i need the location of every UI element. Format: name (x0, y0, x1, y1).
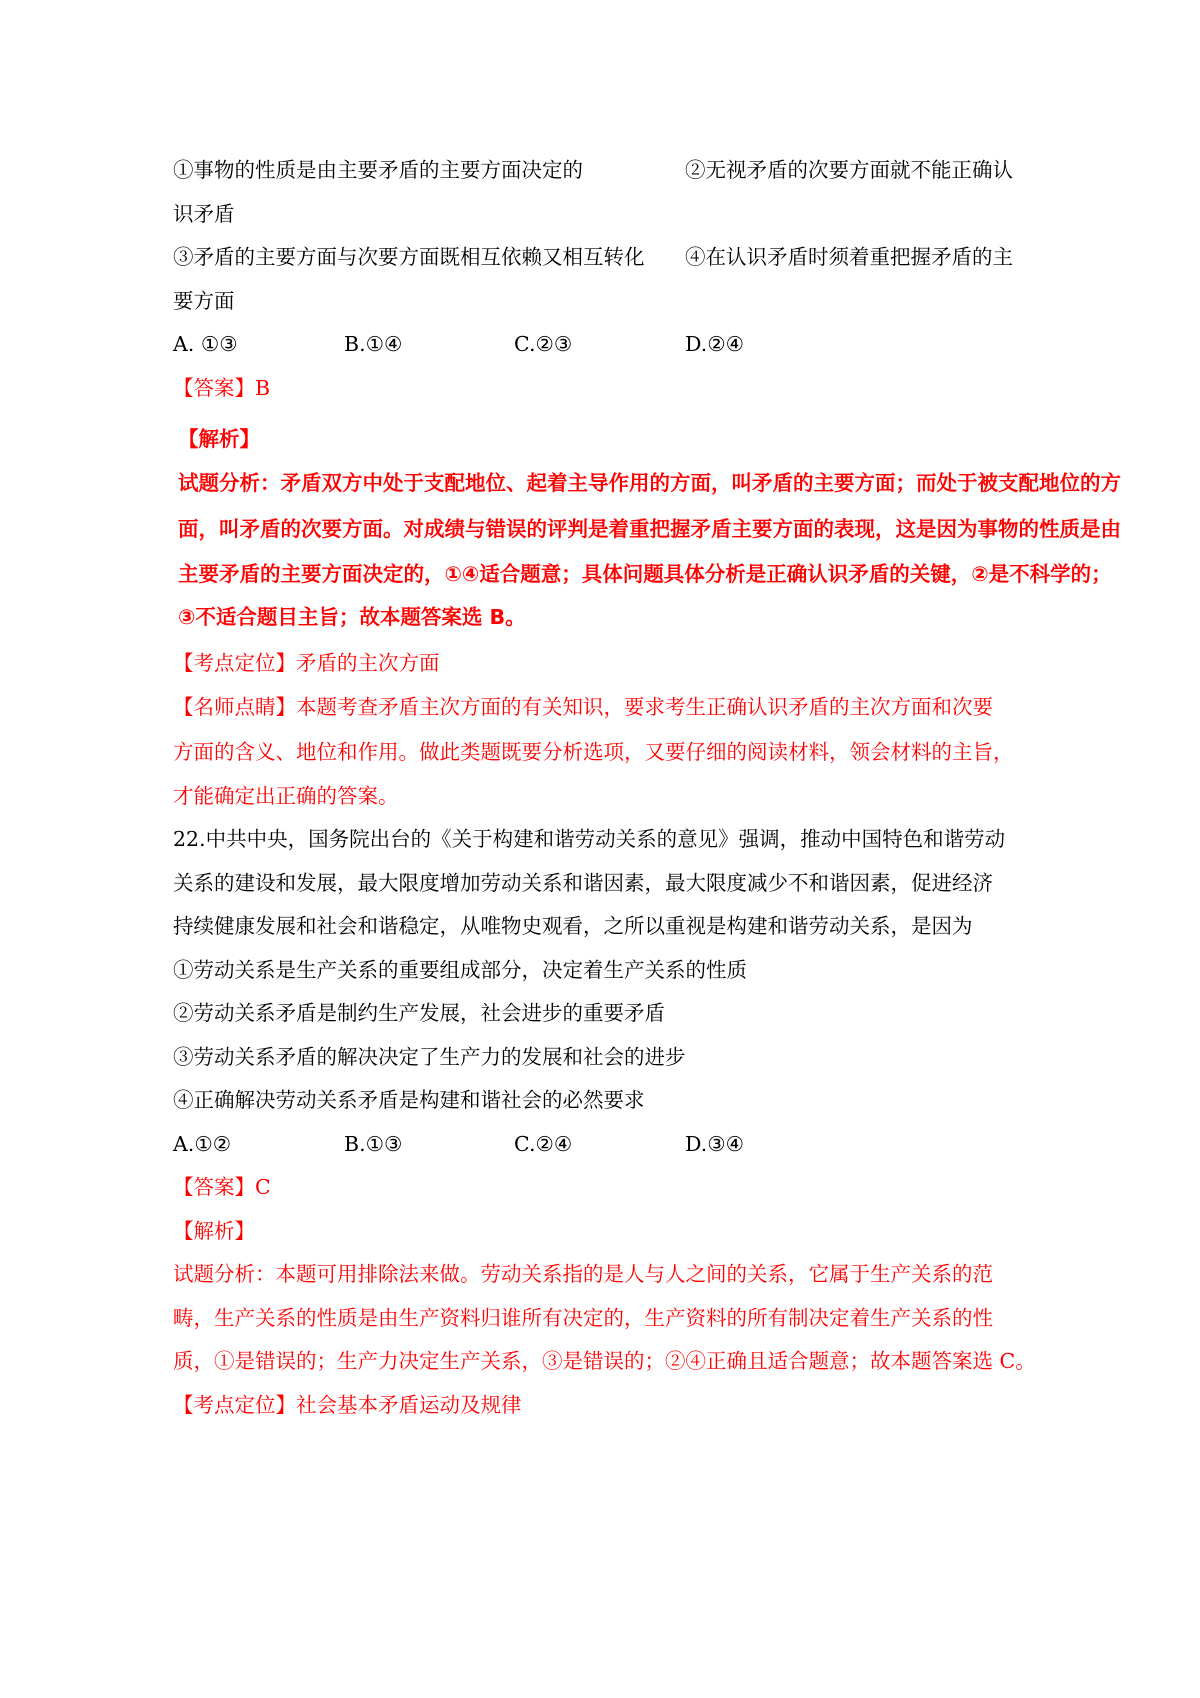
q22-analysis-line-1: 试题分析：本题可用排除法来做。劳动关系指的是人与人之间的关系，它属于生产关系的范 (173, 1262, 993, 1286)
q21-option-4-continued: 要方面 (173, 289, 235, 313)
q22-option-4: ④正确解决劳动关系矛盾是构建和谐社会的必然要求 (173, 1088, 645, 1112)
q21-choice-a: A. ①③ (173, 332, 238, 356)
q21-analysis-label: 【解析】 (178, 427, 260, 451)
q21-mingshi-line-3: 才能确定出正确的答案。 (173, 784, 399, 808)
q22-analysis-line-2: 畴，生产关系的性质是由生产资料归谁所有决定的，生产资料的所有制决定着生产关系的性 (173, 1306, 993, 1330)
q21-option-1: ①事物的性质是由主要矛盾的主要方面决定的 (173, 158, 583, 182)
q21-mingshi-line-2: 方面的含义、地位和作用。做此类题既要分析选项，又要仔细的阅读材料，领会材料的主旨， (173, 740, 1014, 764)
q21-answer-label: 【答案】 (173, 376, 255, 400)
q22-analysis-label: 【解析】 (173, 1219, 255, 1243)
q21-answer (173, 373, 270, 403)
q21-kaodian (173, 648, 440, 678)
q22-option-1: ①劳动关系是生产关系的重要组成部分，决定着生产关系的性质 (173, 958, 747, 982)
q22-answer-label: 【答案】 (173, 1175, 255, 1199)
q22-choice-c: C.②④ (514, 1132, 573, 1156)
q21-analysis-line-4: ③不适合题目主旨；故本题答案选 B。 (178, 605, 526, 629)
q21-mingshi-label: 【名师点睛】 (173, 695, 296, 719)
q21-option-2-continued: 识矛盾 (173, 202, 235, 226)
q22-stem-line-1: 22.中共中央，国务院出台的《关于构建和谐劳动关系的意见》强调，推动中国特色和谐劳动 (173, 827, 1006, 851)
q21-option-2: ②无视矛盾的次要方面就不能正确认 (685, 158, 1013, 182)
q22-stem-line-2: 关系的建设和发展，最大限度增加劳动关系和谐因素，最大限度减少不和谐因素，促进经济 (173, 871, 993, 895)
q22-analysis-line-3: 质，①是错误的；生产力决定生产关系，③是错误的；②④正确且适合题意；故本题答案选 C。 (173, 1349, 1036, 1373)
q21-kaodian-label: 【考点定位】 (173, 651, 296, 675)
q21-option-4: ④在认识矛盾时须着重把握矛盾的主 (685, 245, 1013, 269)
q21-analysis-line-2: 面，叫矛盾的次要方面。对成绩与错误的评判是着重把握矛盾主要方面的表现，这是因为事物的性质是由 (178, 517, 1121, 541)
q22-stem-line-3: 持续健康发展和社会和谐稳定，从唯物史观看，之所以重视是构建和谐劳动关系，是因为 (173, 914, 973, 938)
q22-kaodian-label: 【考点定位】 (173, 1393, 296, 1417)
q22-choice-b: B.①③ (344, 1132, 403, 1156)
q21-answer-value: B (255, 376, 271, 400)
q21-analysis-line-1: 试题分析：矛盾双方中处于支配地位、起着主导作用的方面，叫矛盾的主要方面；而处于被支配地位的方 (178, 471, 1121, 495)
q22-option-2: ②劳动关系矛盾是制约生产发展，社会进步的重要矛盾 (173, 1001, 665, 1025)
q21-mingshi (173, 692, 993, 722)
q22-choice-d: D.③④ (685, 1132, 744, 1156)
q22-answer (173, 1172, 271, 1202)
q22-option-3: ③劳动关系矛盾的解决决定了生产力的发展和社会的进步 (173, 1045, 686, 1069)
q21-choice-d: D.②④ (685, 332, 744, 356)
q22-kaodian (173, 1390, 522, 1420)
q22-answer-value: C (255, 1175, 271, 1199)
q22-choice-a: A.①② (173, 1132, 232, 1156)
q21-kaodian-value: 矛盾的主次方面 (296, 651, 440, 675)
q21-option-3: ③矛盾的主要方面与次要方面既相互依赖又相互转化 (173, 245, 645, 269)
q21-analysis-line-3: 主要矛盾的主要方面决定的，①④适合题意；具体问题具体分析是正确认识矛盾的关键，②是不科学的； (178, 562, 1112, 586)
q21-choice-b: B.①④ (344, 332, 403, 356)
q21-mingshi-line-1: 本题考查矛盾主次方面的有关知识，要求考生正确认识矛盾的主次方面和次要 (296, 695, 993, 719)
q22-kaodian-value: 社会基本矛盾运动及规律 (296, 1393, 522, 1417)
q21-choice-c: C.②③ (514, 332, 573, 356)
